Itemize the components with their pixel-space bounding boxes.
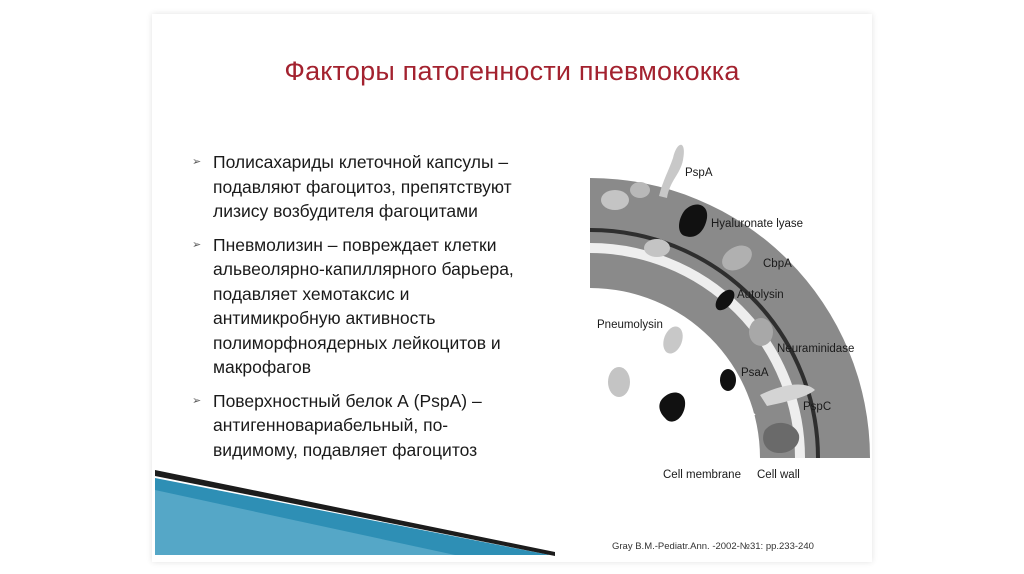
bullet-line: альвеолярно-капиллярного барьера, — [213, 259, 514, 279]
bullet-arrow-icon: ➢ — [192, 394, 202, 407]
wall-protein-left — [601, 190, 629, 210]
bullet-line: Полисахариды клеточной капсулы – — [213, 152, 509, 172]
bullet-line: подавляет хемотаксис и — [213, 283, 410, 304]
wall-protein-topleft — [630, 182, 650, 198]
bullet-line: антимикробную активность — [213, 308, 436, 328]
pneumococcus-cell-diagram — [585, 130, 875, 500]
bullet-list — [190, 150, 570, 471]
label-hyaluronate-lyase: Hyaluronate lyase — [711, 218, 804, 230]
free-dark-protein — [659, 392, 685, 421]
bullet-line: подавляют фагоцитоз, препятствуют — [213, 176, 512, 197]
bullet-line: макрофагов — [213, 357, 312, 377]
neuraminidase-protein — [749, 318, 773, 346]
bullet-line: Пневмолизин – повреждает клетки — [213, 234, 497, 255]
free-protein-left — [608, 367, 630, 397]
bullet-line: антигенновариабельный, по- — [213, 415, 449, 435]
label-autolysin: Autolysin — [737, 289, 784, 301]
bullet-arrow-icon: ➢ — [192, 238, 202, 251]
bullet-line: лизису возбудителя фагоцитами — [213, 201, 478, 221]
bullet-line: видимому, подавляет фагоцитоз — [213, 439, 478, 460]
bullet-line: Поверхностный белок А (PspA) – — [213, 390, 482, 411]
label-psaa: PsaA — [741, 367, 769, 379]
bullet-item-capsule — [190, 150, 570, 224]
label-pspa-top: PspA — [685, 167, 713, 179]
bullet-arrow-icon: ➢ — [192, 156, 202, 168]
slide-title: Факторы патогенности пневмококка — [284, 56, 740, 86]
bullet-item-pneumolysin — [190, 233, 570, 380]
pneumolysin-protein — [660, 324, 686, 356]
label-cell-membrane: Cell membrane — [663, 469, 741, 481]
wall-squiggle — [735, 414, 755, 420]
bullet-line: полиморфноядерных лейкоцитов и — [213, 332, 501, 353]
label-pspc: PspC — [803, 401, 832, 413]
label-cell-wall: Cell wall — [757, 469, 800, 481]
label-cbpa: CbpA — [763, 258, 792, 270]
decorative-swoosh — [155, 470, 555, 560]
citation: Gray B.M.-Pediatr.Ann. -2002-№31: pp.233-240 — [612, 541, 814, 552]
bullet-item-pspa — [190, 389, 570, 463]
psaa-protein — [720, 369, 736, 391]
pspa-protein-top — [659, 145, 684, 198]
label-pneumolysin: Pneumolysin — [597, 319, 663, 331]
wall-protein-mid — [644, 239, 670, 257]
label-neuraminidase: Neuraminidase — [777, 343, 855, 355]
